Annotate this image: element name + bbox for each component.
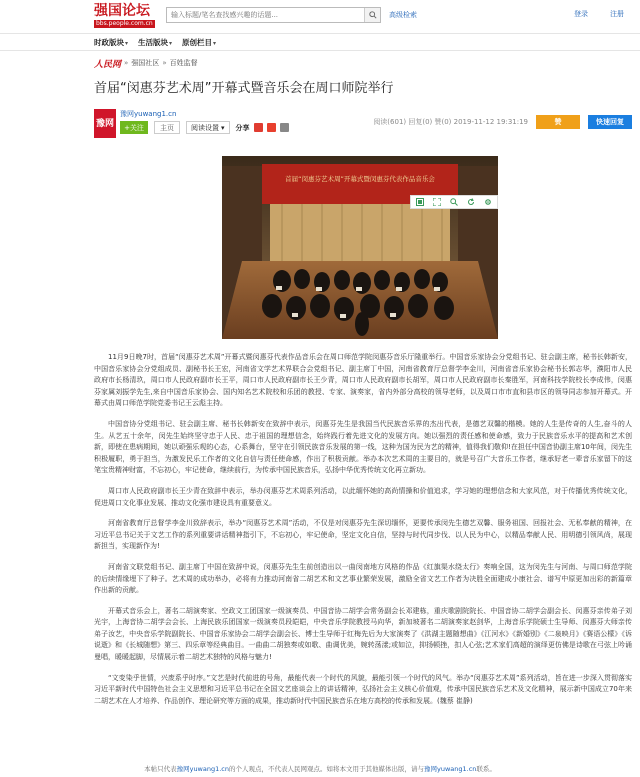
footer-source-link[interactable]: 豫网yuwang1.cn <box>176 765 229 773</box>
quick-reply-button[interactable]: 快速回复 <box>588 115 632 129</box>
breadcrumb <box>0 55 640 71</box>
article-paragraph: 中国音协分党组书记、驻会副主席、秘书长韩新安在致辞中表示，闵惠芬先生是我国当代民族音乐界的杰出代表，是德艺双馨的楷模。她的人生是传奇的人生,奋斗的人生。从艺五十余年，闵先生始终坚守忠于人民、忠于祖国的理想信念，始终践行着先进文化的发展方向。她以强烈的责任感和使命感，致力于民族音乐水平的提高和艺术创新，即使在患病期间，她以顽强乐观的心态，心系舞台，坚守在引领民族音乐发展的第一线，这种为国为民为艺的精神，值得我们敬仰!在担任中国音协副主席10年间，闵先生积极履职，勇于担当，为激发民乐工作者的文化自信与责任使命感，作出了积极贡献。举办本次艺术周的主要目的，就是号召广大音乐工作者，继承好老一辈音乐家留下的这笔宝贵精神财富，不忘初心，牢记使命，继续前行，为传承中国民族音乐，弘扬中华优秀传统文化再立新功。 <box>94 419 632 475</box>
register-link[interactable]: 注册 <box>610 10 624 18</box>
footer-source-link[interactable]: 豫网yuwang1.cn <box>424 765 477 773</box>
chevron-down-icon: ▾ <box>213 39 217 47</box>
people-logo[interactable]: 人民网 <box>94 59 122 70</box>
post-meta: 阅读(601) 回复(0) 赞(0) 2019-11-12 19:31:19 <box>373 118 528 126</box>
footer-text: 的个人观点，不代表人民网观点。如将本文用于其他媒体出版，请与 <box>229 765 424 773</box>
chevron-down-icon: ▾ <box>169 39 173 47</box>
like-button[interactable]: 赞 <box>536 115 580 129</box>
article-paragraph: 周口市人民政府副市长王少青在致辞中表示，举办闵惠芬艺术周系列活动，以此缅怀她的高尚情操和价值追求，学习她的理想信念和大家风范，对于传播优秀传统文化，促进周口文化事业发展、推动文化强市建设具有重要意义。 <box>94 486 632 507</box>
article-body <box>94 352 632 716</box>
nav-original[interactable] <box>182 37 216 48</box>
nav-label: 生活版块 <box>138 37 169 47</box>
follow-button[interactable] <box>120 121 148 134</box>
qrcode-icon[interactable] <box>416 198 424 206</box>
settings-icon[interactable] <box>484 198 492 206</box>
login-link[interactable]: 登录 <box>574 10 588 18</box>
nav-label: 原创栏目 <box>182 37 213 47</box>
concert-photo <box>222 156 498 339</box>
disclaimer-footer <box>0 764 640 773</box>
rotate-icon[interactable] <box>467 198 475 206</box>
expand-icon[interactable] <box>433 198 441 206</box>
chevron-down-icon: ▾ <box>125 39 129 47</box>
follow-label: 关注 <box>129 123 144 132</box>
footer-text: 联系。 <box>476 765 496 773</box>
source-name[interactable]: 豫网yuwang1.cn <box>120 110 177 118</box>
nav-politics[interactable] <box>94 37 128 48</box>
breadcrumb-item-supervision[interactable]: 百姓监督 <box>169 59 198 67</box>
breadcrumb-separator: » <box>162 59 167 67</box>
post-actions <box>373 115 632 129</box>
share-label: 分享 <box>235 123 250 132</box>
photo-banner: 首届“闵惠芬艺术周”开幕式暨闵惠芬代表作品音乐会 <box>285 175 435 183</box>
chevron-down-icon: ▾ <box>221 123 225 132</box>
top-header <box>0 0 640 34</box>
breadcrumb-item-community[interactable]: 强国社区 <box>131 59 160 67</box>
nav-life[interactable] <box>138 37 172 48</box>
main-nav <box>0 34 640 51</box>
search-button[interactable] <box>364 8 380 22</box>
page-title: 首届“闵惠芬艺术周”开幕式暨音乐会在周口师院举行 <box>94 81 394 96</box>
nav-label: 时政版块 <box>94 37 124 47</box>
logo-title: 强国论坛 <box>94 3 150 19</box>
article-paragraph: “文变染乎世情，兴废系乎时序。”文艺是时代前进的号角，最能代表一个时代的风貌，最能引领一个时代的风气。举办“闵惠芬艺术周”系列活动，旨在进一步深入贯彻落实习近平新时代中国特色社会主义思想和习近平总书记在全国文艺座谈会上的讲话精神，弘扬社会主义核心价值观，传承中国民族音乐艺术及文化精神，展示新中国成立70年来二胡艺术在人才培养、作品创作、理论研究等方面的成果，推动新时代中国民族音乐在地方高校的传承和发展。(魏蔡 崔静) <box>94 673 632 705</box>
weibo-icon[interactable] <box>254 123 263 132</box>
reading-settings-button[interactable] <box>186 121 230 134</box>
footer-text: 本帖只代表 <box>144 765 177 773</box>
home-button[interactable]: 主页 <box>154 121 180 134</box>
site-logo[interactable] <box>94 4 158 28</box>
logo-url: bbs.people.com.cn <box>96 20 153 27</box>
people-weibo-icon[interactable] <box>267 123 276 132</box>
more-share-icon[interactable] <box>280 123 289 132</box>
plus-icon: + <box>124 123 130 132</box>
post-source-bar <box>94 109 632 139</box>
article-paragraph: 河南省文联党组书记、副主席丁中国在致辞中说，闵惠芬先生生前创造出以一曲闵南地方风格的作品《红旗渠水绕太行》奏响全国，这为闵先生与河南、与周口师范学院的后续情缘埋下了种子。艺术周的成功举办，必将有力推动河南省二胡艺术和文艺事业繁荣发展，激励全省文艺工作者为决胜全面建成小康社会、谱写中原更加出彩的新篇章作出新的贡献。 <box>94 562 632 595</box>
concert-scene <box>222 156 498 339</box>
search-box <box>166 7 381 23</box>
article-paragraph: 11月9日晚7时，首届“闵惠芬艺术周”开幕式暨闵惠芬代表作品音乐会在周口师范学院闵惠芬音乐厅隆重举行。中国音乐家协会分党组书记、驻会副主席，秘书长韩新安，中国音乐家协会分党组成员、副秘书长王宏，河南省文学艺术界联合会党组书记、副主席丁中国，河南省教育厅总督学李金川，河南省音乐家协会秘书长郭志华，濮阳市人民政府市长杨清玖，周口市人民政府副市长王平，周口市人民政府副市长王少青，周口市人民政府副市长胡军，周口市人民政府副市长秦胜军，河南科技学院校长李成伟，闵惠芬家属刘振学先生,来自中国音乐家协会、国内知名艺术院校和乐团的教授、专家、演奏家，省内外部分高校的领导老师，以及周口市市直和县市区的领导同志参加开幕式。开幕式由周口师范学院党委书记王云彪主持。 <box>94 353 632 408</box>
share-group <box>236 123 289 133</box>
article-paragraph: 开幕式音乐会上，著名二胡演奏家、空政文工团国家一级演奏员、中国音协二胡学会常务副会长邓建栋，重庆歌剧院院长、中国音协二胡学会副会长、闵惠芬亲传弟子刘光宇，上海音协二胡学会会长、上海民族乐团国家一级演奏员段皑皑，中央音乐学院教授马向华，新加坡著名二胡演奏家赵剑华，上海音乐学院硕士生导师、闵惠芬大师亲传弟子汝艺，中央音乐学院副院长、中国音乐家协会二胡学会副会长、博士生导师于红梅先后为大家演奏了《洪湖主题随想曲》《江河水》《新婚别》《二泉映月》《赛语公檬》《诉说逝》和《长城随想》第三、四乐章等经典曲目。一曲曲二胡独奏或如歌、曲调优美，婉转荡漾;或如泣，抑扬顿挫，扣人心弦;艺术家们高超的演绎更仿佛是诗歌在弓弦上吟诵曼唱，暖暖起脚，尽情展示着二胡艺术独特的风格与魅力! <box>94 606 632 662</box>
reading-settings-label: 阅读设置 <box>191 123 219 132</box>
search-input[interactable] <box>167 8 364 22</box>
source-avatar[interactable]: 豫网 <box>94 109 116 138</box>
article-paragraph: 河南省教育厅总督学李金川致辞表示，举办“闵惠芬艺术周”活动，不仅是对闵惠芬先生深切缅怀，更要传承闵先生德艺双馨、服务祖国、回报社会、无私奉献的精神，在习近平总书记关于文艺工作的系列重要讲话精神指引下，不忘初心，牢记使命，坚定文化自信，坚持与时代同步伐、以人民为中心，以精品奉献人民、用明德引领风尚，展现新担当，实现新作为! <box>94 519 632 551</box>
auth-links <box>574 9 624 19</box>
image-toolbox <box>410 195 498 209</box>
breadcrumb-separator: » <box>124 59 129 67</box>
search-icon <box>369 11 377 19</box>
zoom-icon[interactable] <box>450 198 458 206</box>
advanced-search-link[interactable]: 高级检索 <box>389 11 417 19</box>
